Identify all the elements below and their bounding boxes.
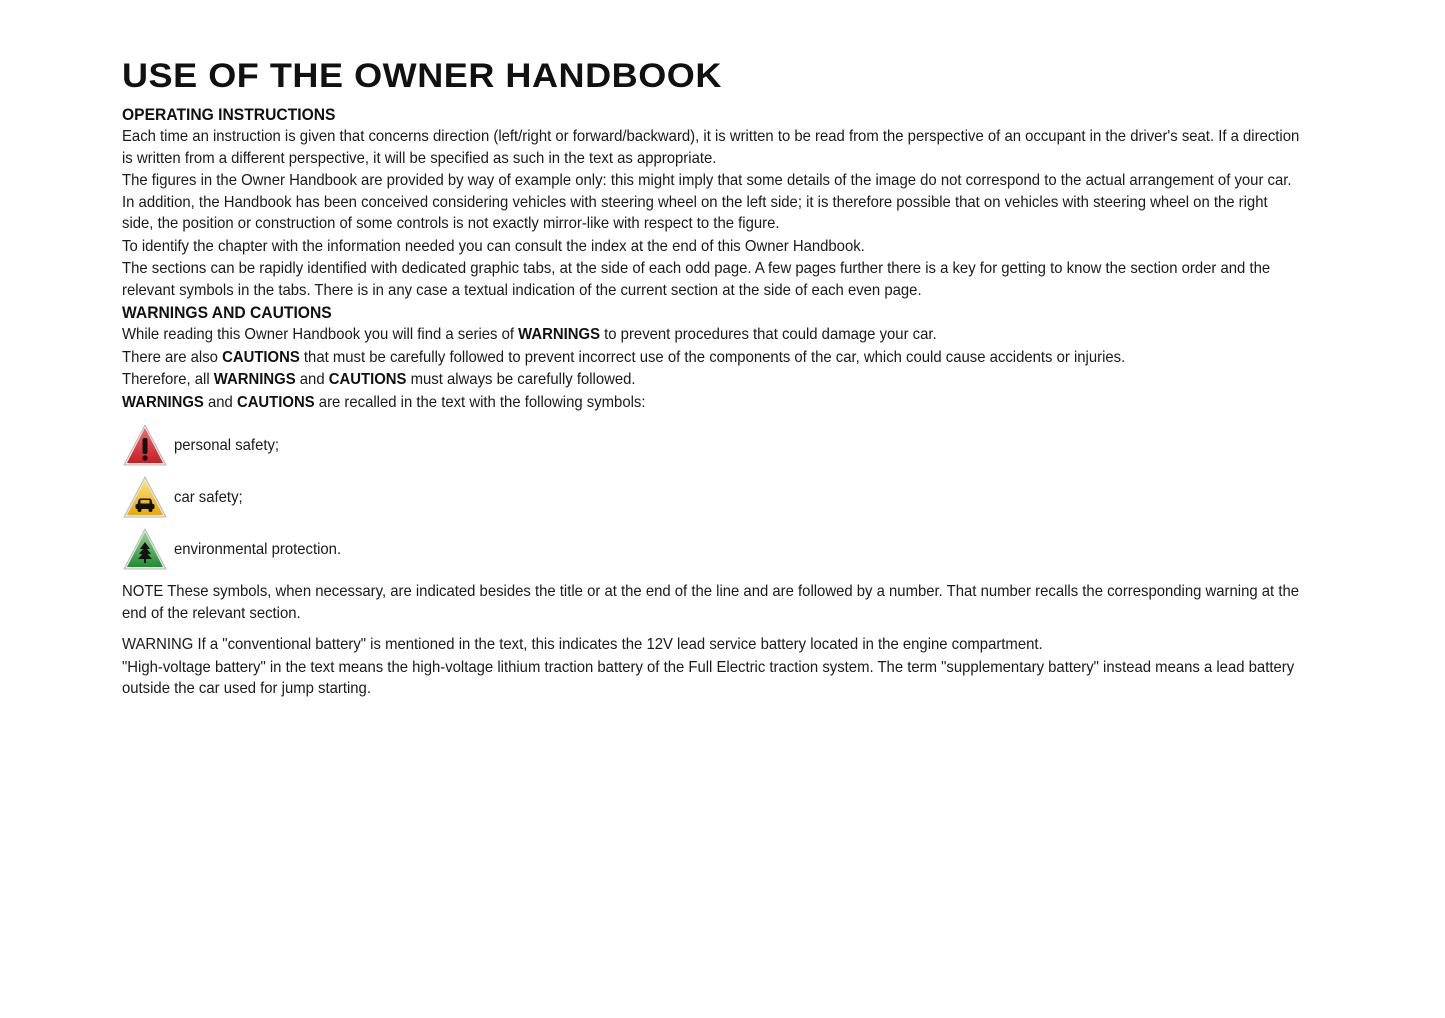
symbol-label: car safety; [174, 489, 243, 506]
paragraph-symbols-intro: WARNINGS and CAUTIONS are recalled in the text with the following symbols: [122, 393, 646, 411]
symbol-label: environmental protection. [174, 541, 342, 558]
paragraph-cautions-intro: There are also CAUTIONS that must be carefully followed to prevent incorrect use of the components of the car, which could cause accidents or injuries. [122, 348, 1126, 366]
page-title: USE OF THE OWNER HANDBOOK [122, 57, 722, 95]
symbol-item-personal-safety [122, 421, 1302, 471]
symbol-item-car-safety [122, 473, 1302, 523]
paragraph-index: To identify the chapter with the information needed you can consult the index at the end of this Owner Handbook. [122, 237, 865, 255]
paragraph-direction: Each time an instruction is given that concerns direction (left/right or forward/backward), it is written to be read from the perspective of an occupant in the driver's seat. If a direction is written from a different perspective, it will be specified as such in the text as appropriate. [122, 128, 1300, 167]
paragraph-figures: The figures in the Owner Handbook are provided by way of example only: this might imply that some details of the image do not correspond to the actual arrangement of your car. In addition, the Handbook has been conceived considering vehicles with steering wheel on the left side; it is therefore possible that on vehicles with steering wheel on the right side, the position or construction of some controls is not exactly mirror-like with respect to the figure. [122, 172, 1292, 232]
paragraph-warnings-intro: While reading this Owner Handbook you will find a series of WARNINGS to prevent procedures that could damage your car. [122, 326, 937, 343]
symbol-item-environmental-protection [122, 525, 1302, 575]
symbol-label: personal safety; [174, 437, 280, 454]
symbol-list [122, 421, 1302, 575]
handbook-page [122, 56, 1302, 701]
note-paragraph: NOTE These symbols, when necessary, are indicated besides the title or at the end of the line and are followed by a number. That number recalls the corresponding warning at the end of the relevant section. [122, 583, 1300, 622]
section-heading-operating-instructions: OPERATING INSTRUCTIONS [122, 105, 336, 124]
personal-safety-icon [122, 423, 168, 469]
environmental-protection-icon [122, 527, 168, 573]
warning-line-conventional-battery: WARNING If a "conventional battery" is mentioned in the text, this indicates the 12V lead service battery located in the engine compartment. [122, 636, 1043, 653]
section-heading-warnings-cautions: WARNINGS AND CAUTIONS [122, 303, 332, 322]
car-safety-icon [122, 475, 168, 521]
warning-line-high-voltage-battery: "High-voltage battery" in the text means the high-voltage lithium traction battery of the Full Electric traction system. The term "supplementary battery" instead means a lead battery outside the car used for jump starting. [122, 658, 1295, 697]
paragraph-tabs: The sections can be rapidly identified with dedicated graphic tabs, at the side of each odd page. A few pages further there is a key for getting to know the section order and the relevant symbols in the tabs. There is in any case a textual indication of the current section at the side of each even page. [122, 260, 1271, 299]
warning-block [122, 634, 1302, 700]
paragraph-followed: Therefore, all WARNINGS and CAUTIONS must always be carefully followed. [122, 371, 636, 388]
